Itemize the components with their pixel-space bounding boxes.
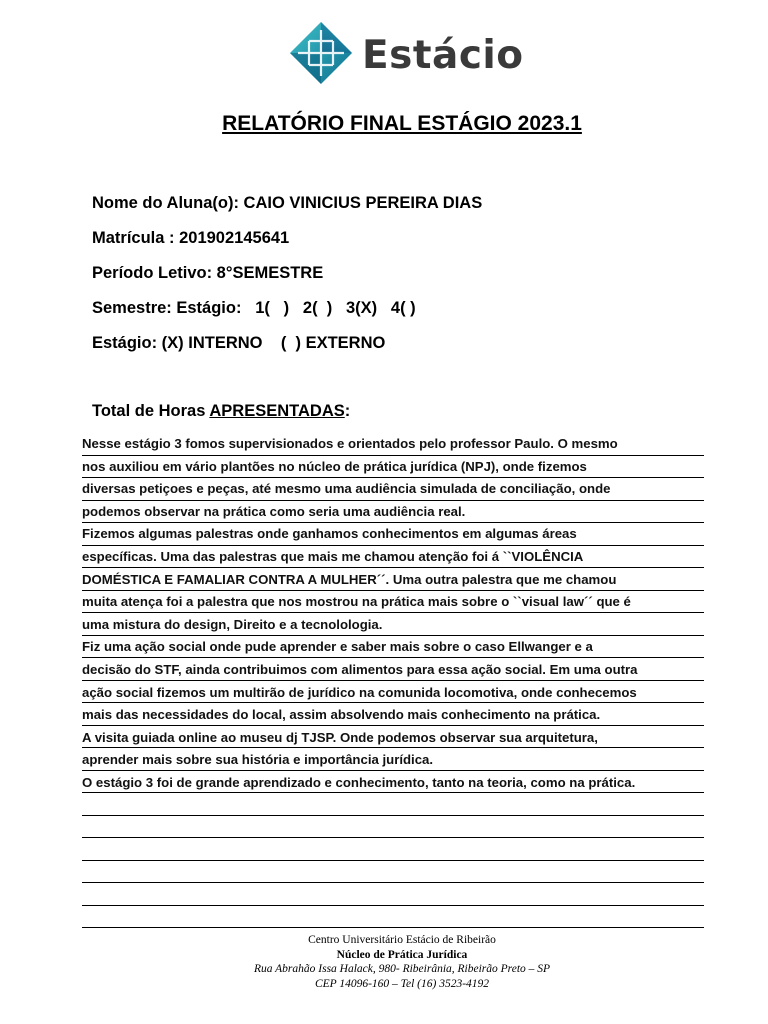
report-line: uma mistura do design, Direito e a tecnolologia. bbox=[82, 616, 383, 632]
hours-label-text: Total de Horas bbox=[92, 402, 210, 420]
page-footer bbox=[0, 933, 768, 991]
report-line: nos auxiliou em vário plantões no núcleo de prática jurídica (NPJ), onde fizemos bbox=[82, 458, 587, 474]
estacio-logo bbox=[288, 20, 528, 86]
semester-stage: Semestre: Estágio: 1( ) 2( ) 3(X) 4( ) bbox=[92, 299, 416, 317]
rule-line bbox=[82, 815, 704, 816]
logo-wordmark: Estácio bbox=[362, 33, 524, 78]
rule-line bbox=[82, 905, 704, 906]
report-line: podemos observar na prática como seria uma audiência real. bbox=[82, 503, 466, 519]
footer-contact: CEP 14096-160 – Tel (16) 3523-4192 bbox=[314, 977, 490, 990]
report-line: A visita guiada online ao museu dj TJSP. Onde podemos observar sua arquitetura, bbox=[82, 729, 598, 745]
rule-line bbox=[82, 927, 704, 928]
report-line: específicas. Uma das palestras que mais me chamou atenção foi á ``VIOLÊNCIA bbox=[82, 548, 584, 564]
report-line: decisão do STF, ainda contribuimos com alimentos para essa ação social. Em uma outra bbox=[82, 661, 638, 677]
report-line: O estágio 3 foi de grande aprendizado e conhecimento, tanto na teoria, como na prática. bbox=[82, 774, 636, 790]
report-line: ação social fizemos um multirão de jurídico na comunida locomotiva, onde conhecemos bbox=[82, 684, 637, 700]
student-name: Nome do Aluna(o): CAIO VINICIUS PEREIRA DIAS bbox=[92, 194, 483, 212]
hours-label-suffix: : bbox=[344, 402, 351, 420]
report-line: aprender mais sobre sua história e importância jurídica. bbox=[82, 752, 434, 768]
report-line: DOMÉSTICA E FAMALIAR CONTRA A MULHER´´. Uma outra palestra que me chamou bbox=[82, 571, 617, 587]
registration-number: Matrícula : 201902145641 bbox=[92, 229, 290, 247]
report-line: mais das necessidades do local, assim absolvendo mais conhecimento na prática. bbox=[82, 707, 601, 723]
total-hours-label bbox=[92, 402, 350, 421]
hours-label-emphasis: APRESENTADAS bbox=[209, 402, 345, 420]
rule-line bbox=[82, 860, 704, 861]
academic-period: Período Letivo: 8°SEMESTRE bbox=[92, 264, 324, 282]
footer-unit: Núcleo de Prática Jurídica bbox=[336, 948, 468, 961]
rule-line bbox=[82, 837, 704, 838]
footer-institution: Centro Universitário Estácio de Ribeirão bbox=[308, 934, 496, 946]
internship-type: Estágio: (X) INTERNO ( ) EXTERNO bbox=[92, 334, 386, 352]
report-body bbox=[82, 433, 712, 795]
report-line: muita atença foi a palestra que nos mostrou na prática mais sobre o ``visual law´´ que é bbox=[82, 594, 631, 610]
report-line: diversas petiçoes e peças, até mesmo uma audiência simulada de conciliação, onde bbox=[82, 481, 611, 497]
report-line: Nesse estágio 3 fomos supervisionados e orientados pelo professor Paulo. O mesmo bbox=[82, 436, 618, 451]
footer-address: Rua Abrahão Issa Halack, 980- Ribeirânia, Ribeirão Preto – SP bbox=[253, 963, 551, 975]
report-line: Fiz uma ação social onde pude aprender e saber mais sobre o caso Ellwanger e a bbox=[82, 639, 593, 655]
report-title: RELATÓRIO FINAL ESTÁGIO 2023.1 bbox=[222, 112, 582, 135]
report-line: Fizemos algumas palestras onde ganhamos conhecimentos em algumas áreas bbox=[82, 526, 577, 542]
rule-line bbox=[82, 882, 704, 883]
estacio-diamond-logo-icon bbox=[288, 20, 354, 86]
